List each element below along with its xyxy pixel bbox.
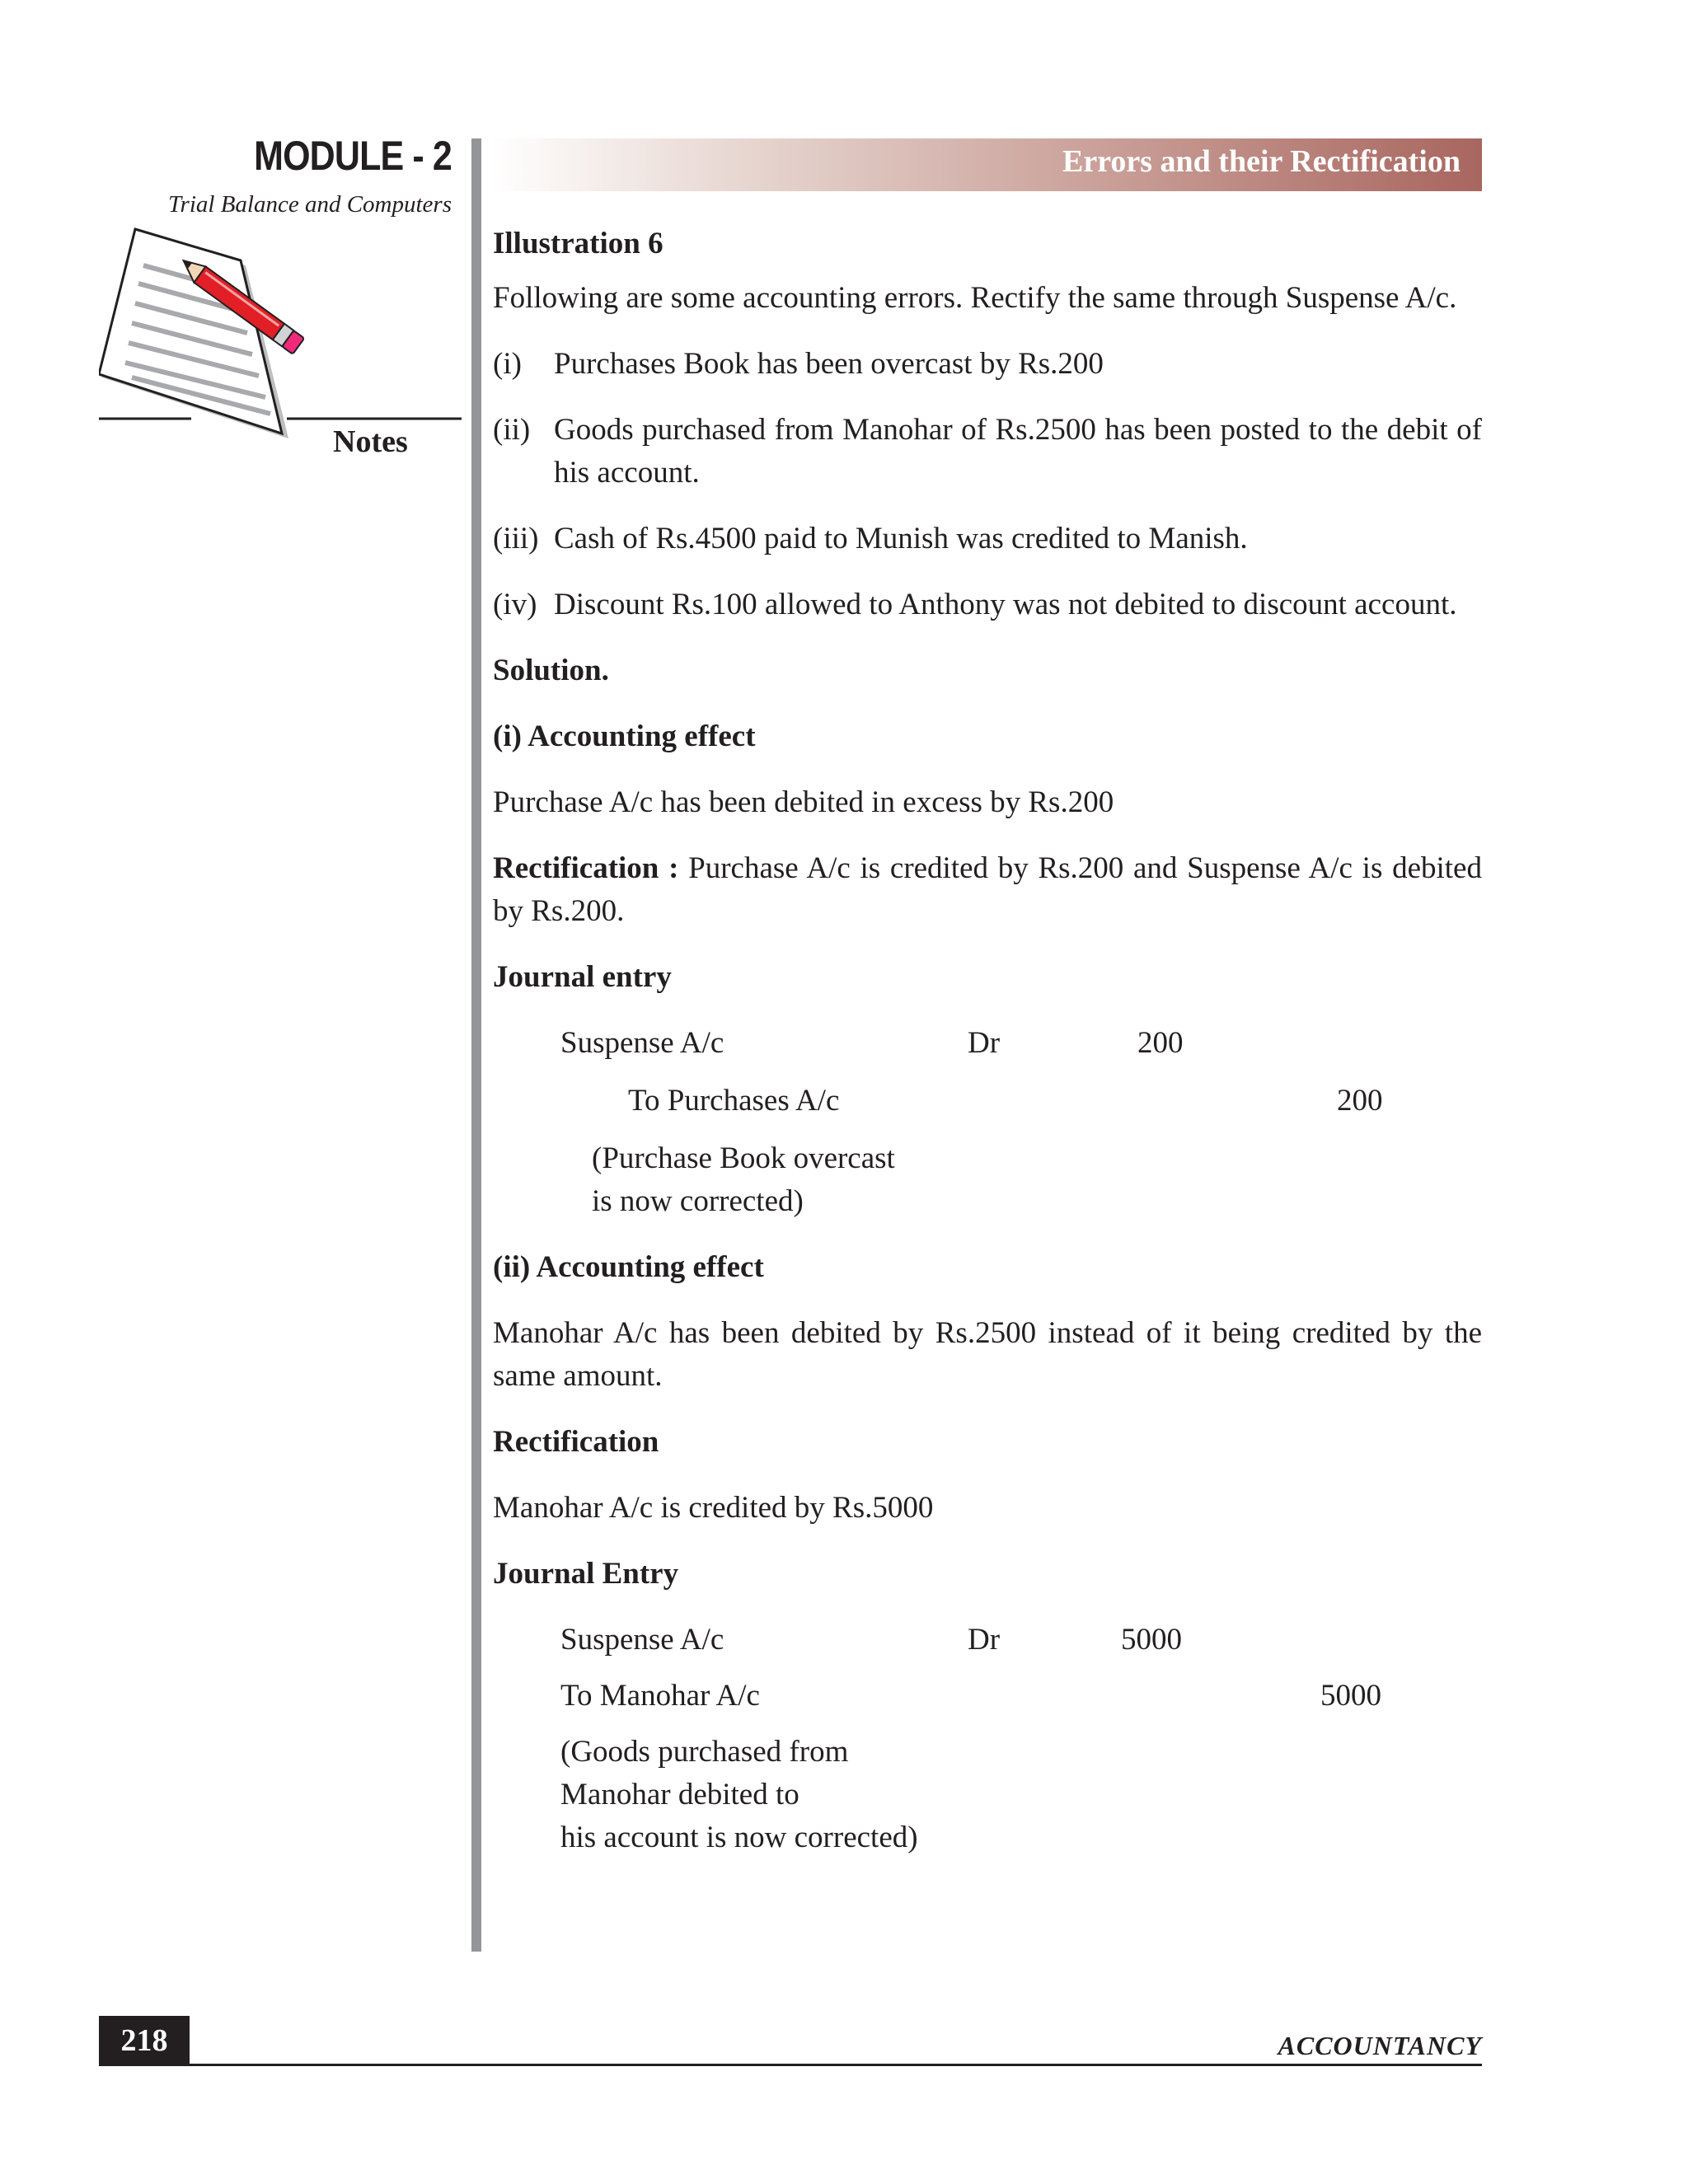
- illustration-title: Illustration 6: [493, 227, 663, 260]
- part2-rectification-text: Manohar A/c is credited by Rs.5000: [493, 1491, 934, 1525]
- chapter-header-bar: [491, 138, 1482, 191]
- error-item: [493, 518, 1482, 560]
- error-text: Cash of Rs.4500 paid to Munish was credited to Manish.: [554, 522, 1248, 555]
- narration-line: his account is now corrected): [560, 1821, 918, 1854]
- credit-amount: 200: [1337, 1084, 1383, 1118]
- error-number: (ii): [493, 413, 531, 447]
- narration-line: (Goods purchased from: [560, 1735, 849, 1769]
- journal-credit-row: [493, 1675, 1482, 1718]
- error-number: (iv): [493, 588, 537, 621]
- error-text: Goods purchased from Manohar of Rs.2500 has been posted to the debit of his account.: [554, 413, 1482, 490]
- error-number: (i): [493, 347, 522, 381]
- part2-rectification-heading: Rectification: [493, 1425, 659, 1459]
- debit-account: Suspense A/c: [560, 1026, 724, 1060]
- main-content: [493, 223, 1482, 1859]
- narration-line: (Purchase Book overcast: [592, 1141, 895, 1175]
- rectification-text: Purchase A/c is credited by Rs.200 and Suspense A/c is debited by Rs.200.: [493, 851, 1482, 928]
- dr-label: Dr: [968, 1026, 1001, 1060]
- error-text: Purchases Book has been overcast by Rs.200: [554, 347, 1104, 381]
- part1-effect-heading: (i) Accounting effect: [493, 719, 756, 753]
- credit-account: To Purchases A/c: [628, 1084, 840, 1118]
- module-title: MODULE - 2: [254, 133, 452, 179]
- narration-line: Manohar debited to: [560, 1778, 799, 1811]
- error-item: [493, 409, 1482, 494]
- credit-amount: 5000: [1320, 1679, 1381, 1713]
- error-number: (iii): [493, 522, 539, 555]
- page-number: 218: [99, 2016, 190, 2065]
- error-item: [493, 583, 1482, 626]
- credit-account: To Manohar A/c: [560, 1679, 760, 1713]
- journal-debit-row: [493, 1022, 1482, 1065]
- narration-line: is now corrected): [592, 1184, 804, 1218]
- chapter-title: Errors and their Rectification: [1062, 144, 1461, 179]
- solution-label: Solution.: [493, 654, 609, 687]
- debit-account: Suspense A/c: [560, 1623, 724, 1657]
- dr-label: Dr: [968, 1623, 1001, 1657]
- part1-rectification: [493, 847, 1482, 933]
- footer-rule: [99, 2064, 1482, 2066]
- error-text: Discount Rs.100 allowed to Anthony was not debited to discount account.: [554, 588, 1457, 621]
- error-item: [493, 343, 1482, 386]
- debit-amount: 200: [1137, 1026, 1184, 1060]
- part2-effect-heading: (ii) Accounting effect: [493, 1250, 764, 1284]
- vertical-divider: [471, 138, 481, 1952]
- part1-effect-text: Purchase A/c has been debited in excess by Rs.200: [493, 785, 1114, 819]
- rectification-label: Rectification :: [493, 851, 679, 885]
- book-title: ACCOUNTANCY: [1278, 2031, 1482, 2060]
- intro-text: Following are some accounting errors. Rectify the same through Suspense A/c.: [493, 281, 1457, 315]
- journal-credit-row: [493, 1080, 1482, 1122]
- debit-amount: 5000: [1121, 1623, 1182, 1657]
- part2-journal-heading: Journal Entry: [493, 1557, 679, 1591]
- module-subtitle: Trial Balance and Computers: [168, 191, 452, 218]
- journal-debit-row: [493, 1619, 1482, 1661]
- notes-label: Notes: [333, 424, 408, 459]
- notepad-icon: [99, 229, 288, 438]
- part2-effect-text: Manohar A/c has been debited by Rs.2500 instead of it being credited by the same amount.: [493, 1316, 1482, 1393]
- part1-journal-heading: Journal entry: [493, 960, 672, 994]
